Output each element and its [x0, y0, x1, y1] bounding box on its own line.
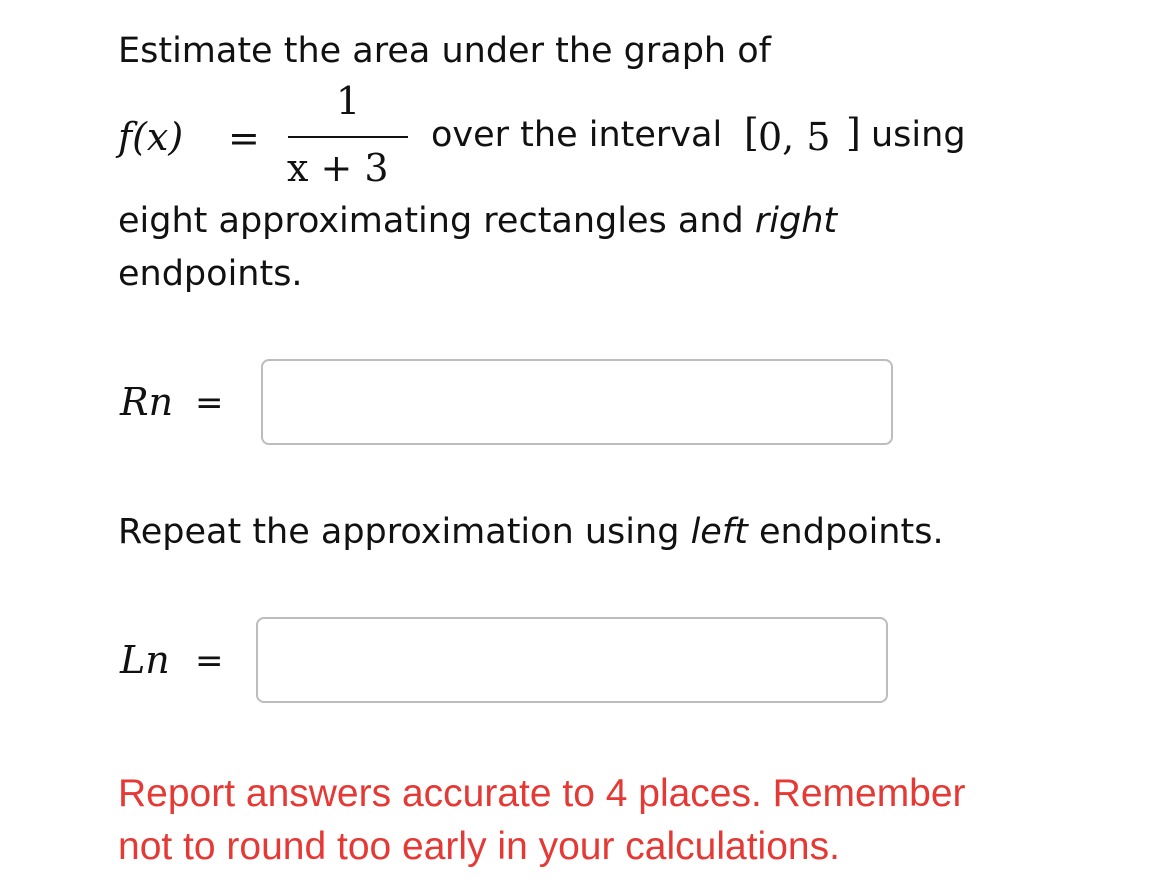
note-line-1: Report answers accurate to 4 places. Remember	[118, 772, 966, 815]
right-label: Rn	[120, 380, 174, 424]
interval-value: 0, 5	[758, 115, 831, 159]
left-label: Ln	[120, 638, 170, 682]
question-line-3	[118, 201, 838, 241]
interval-prefix: over the interval	[431, 115, 723, 155]
left-equals: =	[195, 641, 224, 681]
left-prompt	[118, 512, 944, 552]
right-equals: =	[195, 383, 224, 423]
left-prompt-suffix: endpoints.	[759, 512, 944, 552]
left-endpoint-input[interactable]	[256, 617, 888, 703]
note-line-2: not to round too early in your calculations.	[118, 825, 840, 868]
left-prompt-prefix: Repeat the approximation using	[118, 512, 680, 552]
denominator-text: x + 3	[287, 146, 389, 190]
question-line-1: Estimate the area under the graph of	[118, 31, 771, 71]
fraction-numerator: 1	[336, 79, 361, 123]
interval-suffix: using	[871, 115, 966, 155]
interval-bracket-close: ]	[846, 111, 861, 155]
question-line-4: endpoints.	[118, 254, 303, 294]
question-line-3-prefix: eight approximating rectangles and	[118, 201, 744, 241]
fraction-denominator	[287, 146, 389, 190]
interval-text	[431, 115, 723, 155]
interval-bracket-open: [	[744, 111, 759, 155]
function-lhs: f(x)	[118, 115, 184, 159]
left-emphasis: left	[690, 512, 748, 552]
fraction-bar	[288, 136, 408, 138]
right-emphasis: right	[754, 201, 838, 241]
function-equals: =	[228, 116, 260, 160]
right-endpoint-input[interactable]	[261, 359, 893, 445]
